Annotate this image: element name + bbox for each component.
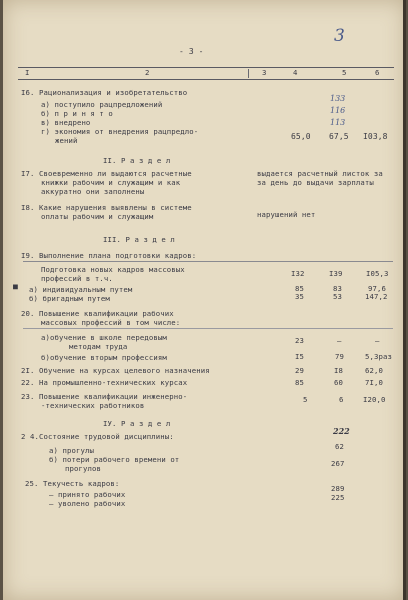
item-17-line1: I7. Своевременно ли выдаются расчетные — [21, 169, 192, 178]
item-16-d-line1: г) экономия от внедрения рацпредло- — [41, 127, 199, 136]
item-16-hw-c: 113 — [330, 118, 346, 127]
header-divider — [248, 69, 249, 78]
item-20-b-2: 79 — [335, 352, 344, 361]
item-19-sub-1: Подготовка новых кадров массовых — [41, 265, 185, 274]
item-19-b: б) бригадным путем — [29, 294, 110, 303]
item-16-a: а) поступило рацпредложений — [41, 100, 163, 109]
item-22-3: 7I,0 — [365, 378, 383, 387]
item-21-2: I8 — [334, 366, 343, 375]
item-19-title: I9. Выполнение плана подготовки кадров: — [21, 251, 197, 260]
item-19-b-2: 53 — [333, 292, 342, 301]
item-20-line2: массовых профессий в том числе: — [41, 318, 181, 327]
item-20-a-line1: а)обучение в школе передовым — [41, 333, 167, 342]
header-col-1: I — [25, 68, 30, 77]
item-23-2: 6 — [339, 395, 344, 404]
item-21-1: 29 — [295, 366, 304, 375]
item-16-d-val-1: 65,0 — [291, 132, 311, 141]
header-col-6: 6 — [375, 68, 380, 77]
item-24-line1: 2 4.Состояние трудовой дисциплины: — [21, 432, 174, 441]
item-16-d-val-2: 67,5 — [329, 132, 349, 141]
item-20-a-1: 23 — [295, 336, 304, 345]
item-20-a-3: – — [375, 336, 380, 345]
item-25-b: – уволено рабочих — [49, 499, 126, 508]
item-20-line1: 20. Повышение квалификации рабочих — [21, 309, 174, 318]
item-18-line1: I8. Какие нарушения выявлены в системе — [21, 203, 192, 212]
item-19-total-2: I39 — [329, 269, 343, 278]
item-18-line2: оплаты рабочим и служащим — [41, 212, 154, 221]
margin-mark: ■ — [13, 282, 18, 291]
item-23-line1: 23. Повышение квалификации инженерно- — [21, 392, 188, 401]
item-19-b-3: 147,2 — [365, 292, 388, 301]
item-23-line2: -технических работников — [41, 401, 145, 410]
item-19-sub-2: профессий в т.ч. — [41, 274, 113, 283]
item-23-1: 5 — [303, 395, 308, 404]
item-19-a-2: 83 — [333, 284, 342, 293]
item-25-line1: 25. Текучесть кадров: — [25, 479, 120, 488]
item-19-a: а) индивидуальным путем — [29, 285, 133, 294]
item-20-rule — [23, 328, 393, 329]
item-17-answer-2: за день до выдачи зарплаты — [257, 178, 374, 187]
section-2-heading: II. Р а з д е л — [103, 156, 171, 165]
item-23-3: I20,0 — [363, 395, 386, 404]
item-21-3: 62,0 — [365, 366, 383, 375]
item-16-d-line2: жений — [55, 136, 78, 145]
item-16-title: I6. Рационализация и изобретательство — [21, 88, 188, 97]
item-20-b-3: 5,3раз — [365, 352, 392, 361]
header-col-5: 5 — [342, 68, 347, 77]
page-edge — [403, 0, 406, 600]
item-25-a-val: 289 — [331, 484, 345, 493]
item-16-hw-a: 133 — [330, 94, 346, 103]
item-20-a-2: – — [337, 336, 342, 345]
section-4-heading: IУ. Р а з д е л — [103, 419, 171, 428]
item-16-d-val-3: I03,8 — [363, 132, 388, 141]
document-page — [3, 0, 406, 600]
handwritten-page-number: 3 — [334, 26, 345, 46]
item-24-hw: 222 — [333, 426, 350, 436]
item-19-rule — [23, 261, 393, 262]
item-19-a-3: 97,6 — [368, 284, 386, 293]
item-16-hw-b: 116 — [330, 106, 346, 115]
item-18-answer: нарушений нет — [257, 210, 316, 219]
item-16-b: б) п р и н я т о — [41, 109, 113, 118]
page-number: - 3 - — [179, 47, 204, 56]
item-24-a-val: 62 — [335, 442, 344, 451]
item-22-1: 85 — [295, 378, 304, 387]
header-col-2: 2 — [145, 68, 150, 77]
section-3-heading: III. Р а з д е л — [103, 235, 175, 244]
item-22-2: 60 — [334, 378, 343, 387]
item-20-b-line1: б)обучение вторым профессиям — [41, 353, 167, 362]
item-20-b-1: I5 — [295, 352, 304, 361]
item-17-answer-1: выдается расчетный листок за — [257, 169, 383, 178]
item-19-total-1: I32 — [291, 269, 305, 278]
item-24-a: а) прогулы — [49, 446, 94, 455]
item-16-c: в) внедрено — [41, 118, 91, 127]
item-24-b-line2: прогулов — [65, 464, 101, 473]
item-25-a: – принято рабочих — [49, 490, 126, 499]
item-19-b-1: 35 — [295, 292, 304, 301]
item-17-line3: аккуратно они заполнены — [41, 187, 145, 196]
item-17-line2: книжки рабочим и служащим и как — [41, 178, 181, 187]
item-24-b-line1: б) потери рабочего времени от — [49, 455, 180, 464]
item-22-line1: 22. На промышленно-технических курсах — [21, 378, 188, 387]
header-top-rule — [18, 67, 394, 68]
item-25-b-val: 225 — [331, 493, 345, 502]
item-24-b-val: 267 — [331, 459, 345, 468]
header-col-4: 4 — [293, 68, 298, 77]
item-19-a-1: 85 — [295, 284, 304, 293]
item-20-a-line2: методам труда — [69, 342, 128, 351]
item-19-total-3: I05,3 — [366, 269, 389, 278]
header-bottom-rule — [18, 79, 394, 80]
header-col-3: 3 — [262, 68, 267, 77]
item-21-line1: 2I. Обучение на курсах целевого назначения — [21, 366, 210, 375]
